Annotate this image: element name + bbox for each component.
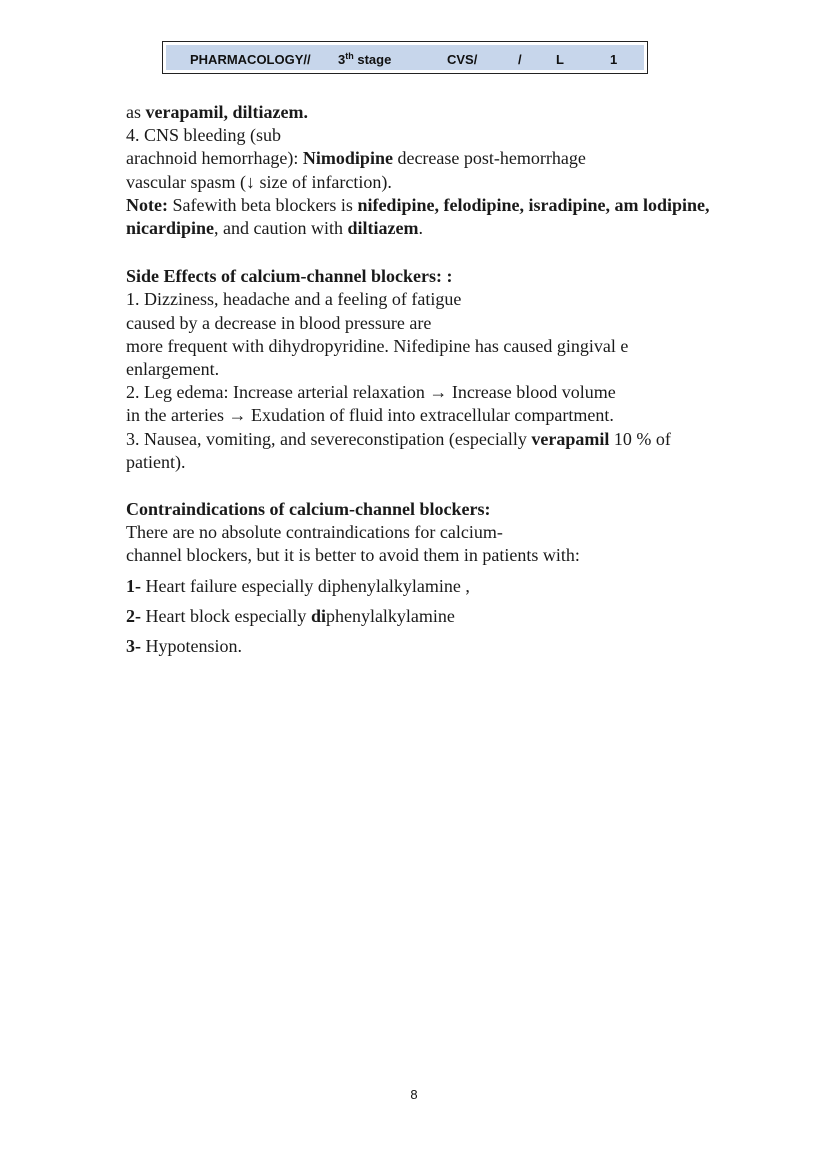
body-line: vascular spasm (↓ size of infarction). [126, 171, 392, 192]
header-section: CVS/ [447, 52, 478, 67]
body-line [126, 101, 726, 124]
contraindication-intro: channel blockers, but it is better to avoid them in patients with: [126, 545, 580, 566]
text: 10 % of patient). [126, 428, 671, 472]
side-effect-line: enlargement. [126, 359, 220, 380]
side-effects-heading: Side Effects of calcium-channel blockers: : [126, 266, 453, 287]
header-stage [338, 52, 391, 67]
list-bold-text: di [310, 605, 326, 626]
header-subject: PHARMACOLOGY// [190, 52, 311, 67]
drug-name: Nimodipine [302, 148, 393, 169]
header-box [162, 41, 648, 74]
side-effect-line [126, 428, 726, 474]
drug-names: nifedipine, felodipine, isradipine, am lodipine, nicardipine [126, 194, 710, 239]
text: , and caution with [214, 218, 348, 239]
list-number: 3- [126, 636, 141, 657]
body-line [126, 147, 726, 170]
text: arachnoid hemorrhage): [126, 148, 303, 169]
header-bar [166, 45, 644, 70]
list-item [126, 575, 726, 598]
side-effect-line: more frequent with dihydropyridine. Nifedipine has caused gingival e [126, 335, 629, 356]
side-effect-line: caused by a decrease in blood pressure are [126, 312, 432, 333]
list-text: Heart failure especially diphenylalkylamine , [141, 575, 470, 596]
contraindications-heading: Contraindications of calcium-channel blockers: [126, 499, 491, 520]
drug-name: diltiazem [347, 218, 419, 239]
list-item [126, 605, 726, 628]
text: as [126, 102, 146, 122]
note-label: Note: [126, 194, 168, 215]
drug-names: verapamil, diltiazem. [145, 102, 308, 122]
text: Safewith beta blockers is [167, 194, 358, 215]
side-effect-line: 2. Leg edema: Increase arterial relaxation → Increase blood volume [126, 382, 616, 403]
list-number: 2- [126, 605, 141, 626]
text: decrease post-hemorrhage [392, 148, 586, 169]
side-effect-line: in the arteries → Exudation of fluid into extracellular compartment. [126, 405, 614, 426]
list-text: phenylalkylamine [325, 605, 455, 626]
header-lecture-number: 1 [610, 52, 618, 67]
header-stage-suffix: th [345, 51, 354, 61]
list-number: 1- [126, 575, 141, 596]
text: . [418, 218, 423, 239]
header-stage-number: 3 [338, 52, 346, 67]
contraindication-intro: There are no absolute contraindications for calcium- [126, 522, 503, 543]
page-number: 8 [410, 1087, 418, 1102]
header-slash: / [518, 52, 522, 67]
text: 3. Nausea, vomiting, and severeconstipation (especially [126, 428, 532, 449]
side-effect-line: 1. Dizziness, headache and a feeling of fatigue [126, 289, 462, 310]
header-stage-word: stage [357, 52, 392, 67]
note-paragraph [126, 194, 726, 240]
page-content [126, 101, 726, 658]
drug-name: verapamil [531, 428, 610, 449]
list-text: Hypotension. [141, 636, 242, 657]
list-item [126, 635, 726, 658]
list-text: Heart block especially [141, 605, 311, 626]
header-lecture-letter: L [556, 52, 564, 67]
body-line: 4. CNS bleeding (sub [126, 125, 281, 146]
